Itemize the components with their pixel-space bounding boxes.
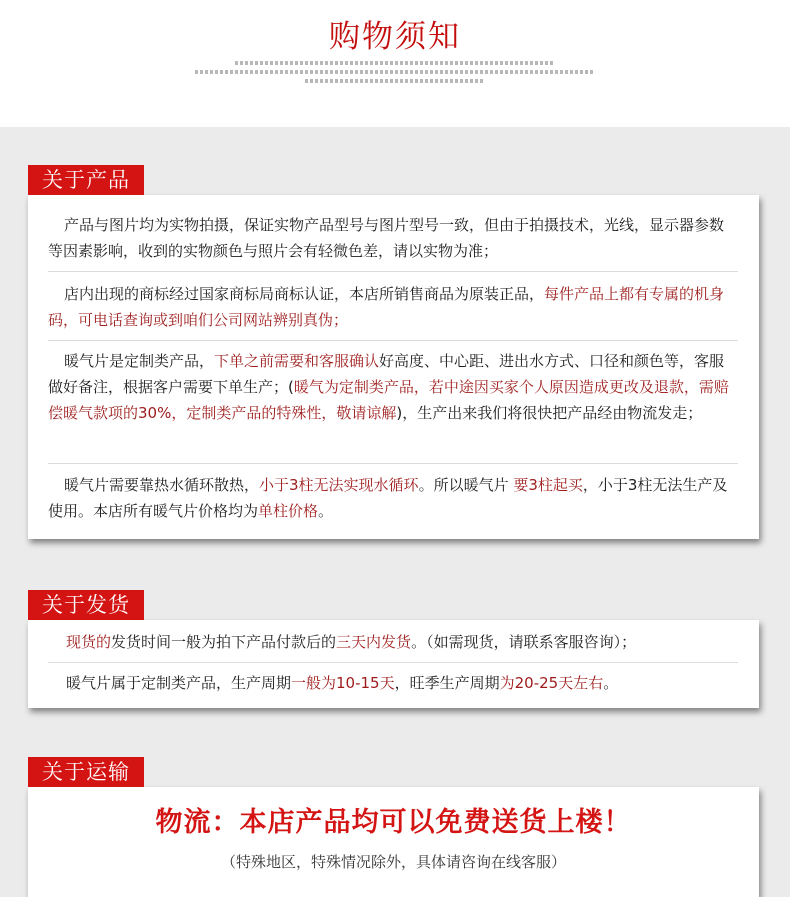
fine-print-line <box>235 61 555 65</box>
section-tag-transport: 关于运输 <box>28 757 144 787</box>
page-title: 购物须知 <box>329 19 461 55</box>
section-tag-shipping: 关于发货 <box>28 590 144 620</box>
product-paragraph-columns: 暖气片需要靠热水循环散热，小于3柱无法实现水循环。所以暖气片 要3柱起买，小于3柱无法生产及使用。本店所有暖气片价格均为单柱价格。 <box>48 476 728 520</box>
fine-print-line <box>305 79 485 83</box>
divider <box>48 662 738 663</box>
shipping-line-delivery-time: 现货的发货时间一般为拍下产品付款后的三天内发货。（如需现货，请联系客服咨询）； <box>66 633 637 651</box>
divider <box>48 340 738 341</box>
free-delivery-headline: 物流：本店产品均可以免费送货上楼！ <box>155 807 632 838</box>
fine-print-line <box>195 70 595 74</box>
product-paragraph-trademark: 店内出现的商标经过国家商标局商标认证，本店所销售商品为原装正品，每件产品上都有专属的机身码，可电话查询或到咱们公司网站辨别真伪； <box>48 285 725 329</box>
header-area <box>0 0 790 127</box>
divider <box>48 271 738 272</box>
product-paragraph-photos: 产品与图片均为实物拍摄，保证实物产品型号与图片型号一致，但由于拍摄技术，光线，显示器参数等因素影响，收到的实物颜色与照片会有轻微色差，请以实物为准； <box>48 216 725 260</box>
shipping-line-production-cycle: 暖气片属于定制类产品，生产周期一般为10-15天，旺季生产周期为20-25天左右。 <box>66 674 619 692</box>
free-delivery-note: （特殊地区，特殊情况除外，具体请咨询在线客服） <box>220 853 566 871</box>
divider <box>48 463 738 464</box>
section-tag-product: 关于产品 <box>28 165 144 195</box>
product-paragraph-custom: 暖气片是定制类产品，下单之前需要和客服确认好高度、中心距、进出水方式、口径和颜色等，客服做好备注，根据客户需要下单生产；(暖气为定制类产品，若中途因买家个人原因造成更改及退款，需赔偿暖气款项的30%，定制类产品的特殊性，敬请谅解)，生产出来我们将很快把产品经由物流发走； <box>48 352 729 422</box>
